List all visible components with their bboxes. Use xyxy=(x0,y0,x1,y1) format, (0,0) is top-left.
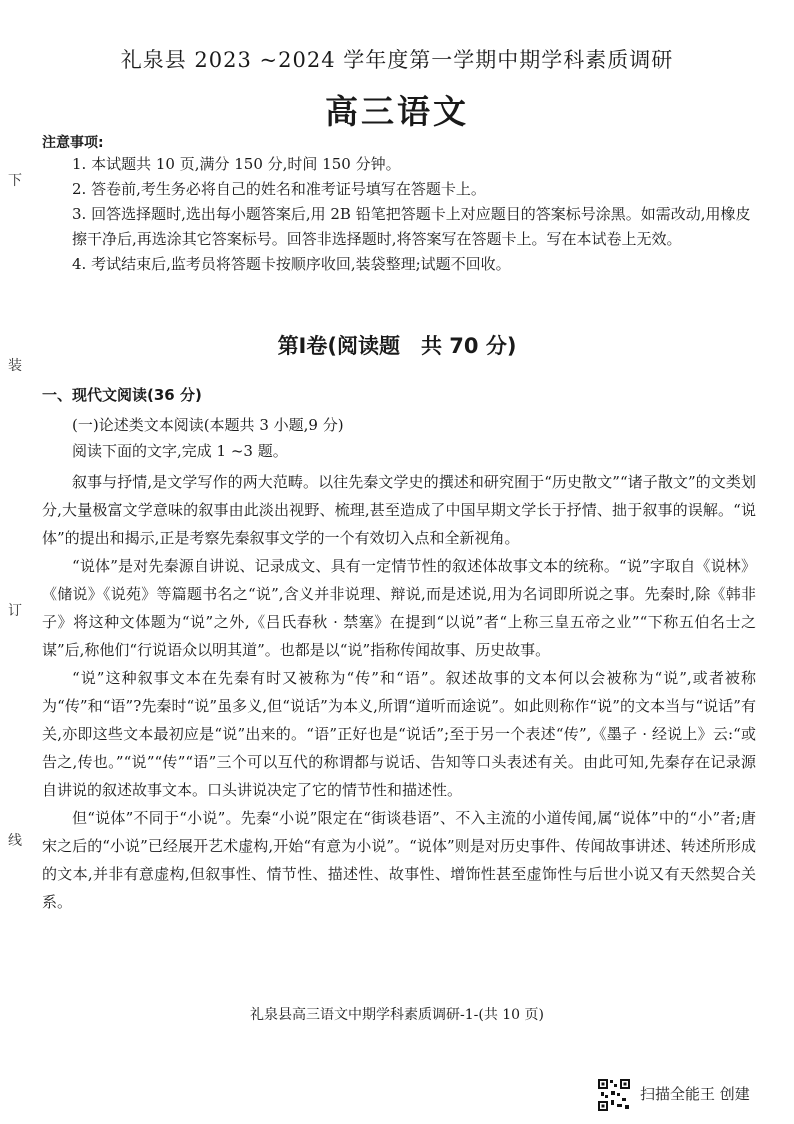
binding-margin-mark: 线 xyxy=(8,833,22,849)
binding-margin-mark: 装 xyxy=(8,358,22,374)
passage xyxy=(42,468,756,916)
binding-margin-mark: 下 xyxy=(8,173,22,189)
notice-item: 2. 答卷前,考生务必将自己的姓名和准考证号填写在答题卡上。 xyxy=(72,180,486,198)
notice-list xyxy=(42,152,754,277)
passage-paragraph: 但“说体”不同于“小说”。先秦“小说”限定在“街谈巷语”、不入主流的小道传闻,属“说体”中的“小”者;唐宋之后的“小说”已经展开艺术虚构,开始“有意为小说”。“说体”则是对历史事件、传闻故事讲述、转述所形成的文本,并非有意虚构,但叙事性、情节性、描述性、故事性、增饰性甚至虚饰性与后世小说又有天然契合关系。 xyxy=(42,809,756,911)
passage-paragraph: “说”这种叙事文本在先秦有时又被称为“传”和“语”。叙述故事的文本何以会被称为“说”,或者被称为“传”和“语”?先秦时“说”虽多义,但“说话”为本义,所谓“道听而途说”。如此则称作“说”的文本当与“说话”有关,亦即这些文本最初应是“说”出来的。“语”正好也是“说话”;至于另一个表述“传”,《墨子 · 经说上》云:“或告之,传也。”“说”“传”“语”三个可以互代的称谓都与说话、告知等口头表述有关。由此可知,先秦存在记录源自讲说的叙述故事文本。口头讲说决定了它的情节性和描述性。 xyxy=(42,669,756,799)
page-footer: 礼泉县高三语文中期学科素质调研-1-(共 10 页) xyxy=(249,1007,544,1023)
notice-heading: 注意事项: xyxy=(42,135,104,151)
notice-item: 1. 本试题共 10 页,满分 150 分,时间 150 分钟。 xyxy=(72,155,401,173)
reading-instruction: 阅读下面的文字,完成 1 ~3 题。 xyxy=(72,442,288,460)
notice-item: 3. 回答选择题时,选出每小题答案后,用 2B 铅笔把答题卡上对应题目的答案标号涂黑。如需改动,用橡皮擦干净后,再选涂其它答案标号。回答非选择题时,将答案写在答题卡上。写在本试卷上无效。 xyxy=(72,205,751,248)
sub-heading: (一)论述类文本阅读(本题共 3 小题,9 分) xyxy=(72,416,344,434)
qr-code-icon xyxy=(597,1078,631,1112)
passage-paragraph: “说体”是对先秦源自讲说、记录成文、具有一定情节性的叙述体故事文本的统称。“说”字取自《说林》《储说》《说苑》等篇题书名之“说”,含义并非说理、辩说,而是述说,用为名词即所说之事。先秦时,除《韩非子》将这种文体题为“说”之外,《吕氏春秋 · 禁塞》在提到“以说”者“上称三皇五帝之业”“下称五伯名士之谋”后,称他们“行说语众以明其道”。也都是以“说”指称传闻故事、历史故事。 xyxy=(42,557,756,659)
passage-paragraph: 叙事与抒情,是文学写作的两大范畴。以往先秦文学史的撰述和研究囿于“历史散文”“诸子散文”的文类划分,大量极富文学意味的叙事由此淡出视野、梳理,甚至造成了中国早期文学长于抒情、拙于叙事的误解。“说体”的提出和揭示,正是考察先秦叙事文学的一个有效切入点和全新视角。 xyxy=(42,473,756,547)
notice-item: 4. 考试结束后,监考员将答题卡按顺序收回,装袋整理;试题不回收。 xyxy=(72,255,511,273)
scanner-watermark: 扫描全能王 创建 xyxy=(640,1085,750,1103)
exam-title: 礼泉县 2023 ~2024 学年度第一学期中期学科素质调研 xyxy=(120,48,674,72)
subject-title: 高三语文 xyxy=(325,92,469,131)
section-title: 第Ⅰ卷(阅读题 共 70 分) xyxy=(277,334,517,358)
binding-margin-mark: 订 xyxy=(8,603,22,619)
part-heading: 一、现代文阅读(36 分) xyxy=(42,386,202,404)
